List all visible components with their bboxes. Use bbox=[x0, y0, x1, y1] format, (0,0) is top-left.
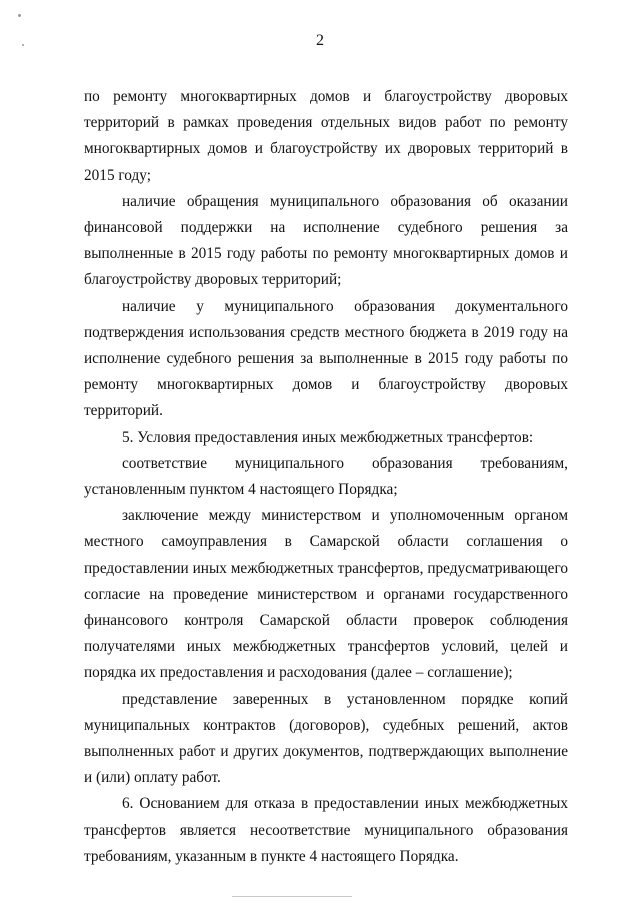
scan-artifact-bottom bbox=[232, 896, 352, 897]
paragraph-2: наличие обращения муниципального образования об оказании финансовой поддержки на исполнение судебного решения за выполненные в 2015 году работы по ремонту многоквартирных домов и благоустройству дворовых территорий; bbox=[84, 192, 568, 289]
paragraph-7: представление заверенных в установленном порядке копий муниципальных контрактов (договоров), судебных решений, актов выполненных работ и других документов, подтверждающих выполнение и (или) оплату работ. bbox=[84, 690, 568, 787]
paragraph-5: соответствие муниципального образования требованиям, установленным пунктом 4 настоящего Порядка; bbox=[84, 454, 568, 499]
page-number: 2 bbox=[316, 32, 324, 49]
document-body bbox=[84, 84, 568, 870]
paragraph-3: наличие у муниципального образования документального подтверждения использования средств местного бюджета в 2019 году на исполнение судебного решения за выполненные в 2015 году работы по ремонту многоквартирных домов и благоустройству дворовых территорий. bbox=[84, 297, 568, 420]
paragraph-4-heading: 5. Условия предоставления иных межбюджетных трансфертов: bbox=[122, 428, 534, 446]
paragraph-8: 6. Основанием для отказа в предоставлении иных межбюджетных трансфертов является несоответствие муниципального образования требованиям, указанным в пункте 4 настоящего Порядка. bbox=[84, 795, 568, 865]
scan-speck-top-left bbox=[18, 14, 21, 17]
paragraph-6: заключение между министерством и уполномоченным органом местного самоуправления в Самарской области соглашения о предоставлении иных межбюджетных трансфертов, предусматривающего согласие на проведение министерством и органами государственного финансового контроля Самарской области проверок соблюдения получателями иных межбюджетных трансфертов условий, целей и порядка их предоставления и расходования (далее – соглашение); bbox=[84, 507, 568, 682]
paragraph-1: по ремонту многоквартирных домов и благоустройству дворовых территорий в рамках проведения отдельных видов работ по ремонту многоквартирных домов и благоустройству их дворовых территорий в 2015 году; bbox=[84, 88, 568, 184]
